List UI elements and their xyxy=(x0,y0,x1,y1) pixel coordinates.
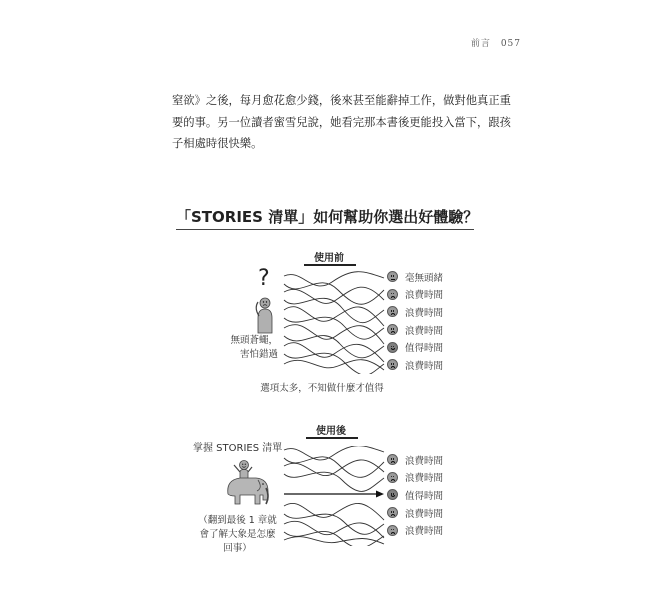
elephant-rider-icon xyxy=(222,458,272,508)
sad-face-icon xyxy=(387,472,398,483)
before-label-rule xyxy=(304,264,356,266)
sad-face-icon xyxy=(387,507,398,518)
caption-line: 無頭蒼蠅， xyxy=(230,335,278,346)
figure-title-rule xyxy=(176,229,474,230)
note-line: （翻到最後 1 章就 xyxy=(198,515,277,526)
outcome-text: 毫無頭緒 xyxy=(405,272,444,284)
happy-face-icon xyxy=(387,342,398,353)
after-label: 使用後 xyxy=(316,426,346,437)
outcome-text: 浪費時間 xyxy=(405,508,444,520)
before-outcomes xyxy=(387,268,443,374)
outcome-item xyxy=(387,521,443,539)
happy-face-icon xyxy=(387,489,398,500)
outcome-text: 值得時間 xyxy=(405,343,444,355)
after-outcomes xyxy=(387,451,443,539)
header-section: 前言 xyxy=(470,39,491,49)
note-line: 回事） xyxy=(223,543,252,554)
confused-person-icon xyxy=(248,292,278,334)
outcome-text: 浪費時間 xyxy=(405,473,444,485)
sad-face-icon xyxy=(387,359,398,370)
person-caption xyxy=(222,334,278,362)
sad-face-icon xyxy=(387,306,398,317)
outcome-item xyxy=(387,486,443,504)
running-header xyxy=(465,36,521,49)
outcome-item xyxy=(387,321,443,339)
after-note xyxy=(190,514,285,556)
tangled-paths-before xyxy=(282,270,386,374)
before-footer: 選項太多，不知做什麼才值得 xyxy=(260,383,384,394)
outcome-item xyxy=(387,451,443,469)
after-label-rule xyxy=(306,437,358,439)
outcome-text: 浪費時間 xyxy=(405,360,444,372)
sad-face-icon xyxy=(387,454,398,465)
page-number: 057 xyxy=(500,39,521,49)
outcome-item xyxy=(387,469,443,487)
outcome-item xyxy=(387,338,443,356)
outcome-text: 浪費時間 xyxy=(405,290,444,302)
caption-line: 害怕錯過 xyxy=(239,349,278,360)
before-label: 使用前 xyxy=(314,253,344,264)
outcome-text: 浪費時間 xyxy=(405,526,444,538)
outcome-item xyxy=(387,286,443,304)
outcome-item xyxy=(387,356,443,374)
body-line: 子相處時很快樂。 xyxy=(172,137,263,150)
body-paragraph xyxy=(172,90,511,155)
neutral-face-icon xyxy=(387,271,398,282)
outcome-item xyxy=(387,268,443,286)
outcome-text: 浪費時間 xyxy=(405,325,444,337)
body-line: 窒欲》之後，每月愈花愈少錢，後來甚至能辭掉工作，做對他真正重 xyxy=(172,94,511,107)
outcome-item xyxy=(387,303,443,321)
outcome-item xyxy=(387,504,443,522)
outcome-text: 值得時間 xyxy=(405,490,444,502)
figure-title: 「STORIES 清單」如何幫助你選出好體驗？ xyxy=(176,208,479,226)
tangled-paths-after xyxy=(282,446,386,546)
question-mark: ? xyxy=(258,266,270,291)
sad-face-icon xyxy=(387,525,398,536)
outcome-text: 浪費時間 xyxy=(405,455,444,467)
outcome-text: 浪費時間 xyxy=(405,307,444,319)
sad-face-icon xyxy=(387,289,398,300)
sad-face-icon xyxy=(387,324,398,335)
rider-caption: 掌握 STORIES 清單 xyxy=(193,443,283,454)
body-line: 要的事。另一位讀者蜜雪兒說，她看完那本書後更能投入當下，跟孩 xyxy=(172,115,511,129)
note-line: 會了解大象是怎麼 xyxy=(199,529,276,540)
